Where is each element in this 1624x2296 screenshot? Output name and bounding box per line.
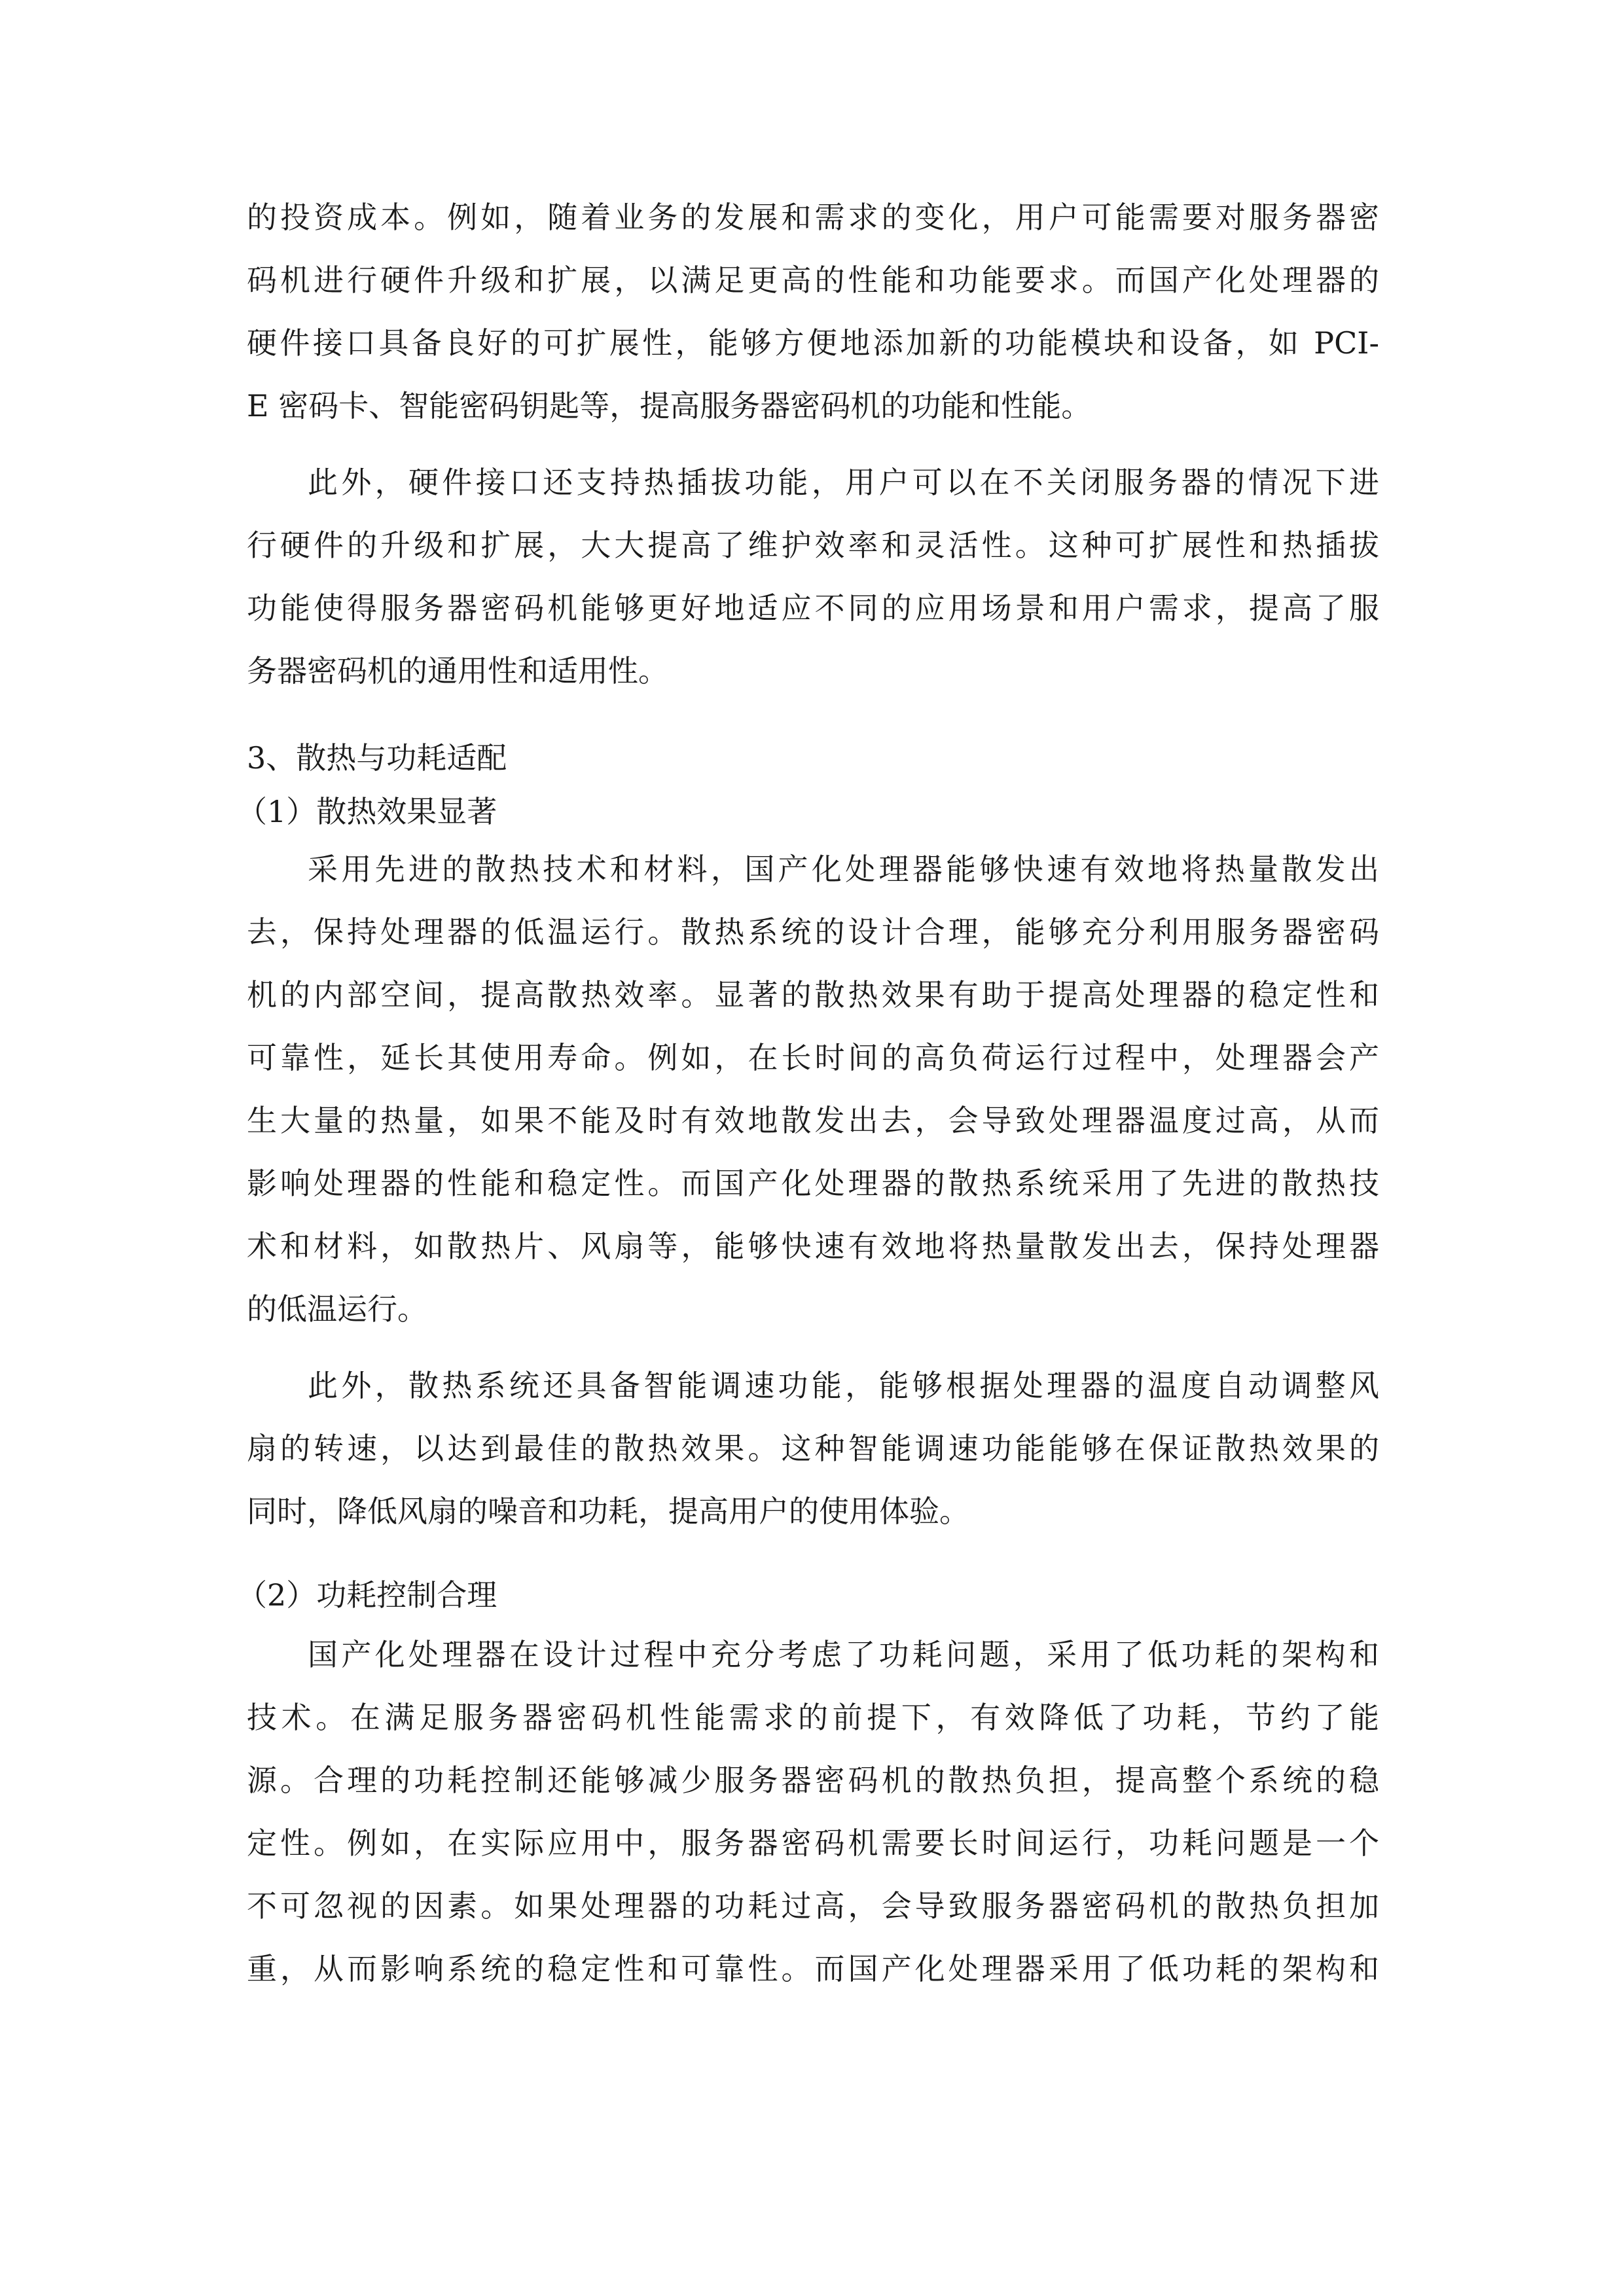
text-line: 扇的转速，以达到最佳的散热效果。这种智能调速功能能够在保证散热效果的 <box>247 1431 1379 1466</box>
text-line: 去，保持处理器的低温运行。散热系统的设计合理，能够充分利用服务器密码 <box>247 914 1379 950</box>
text-line: 机的内部空间，提高散热效率。显著的散热效果有助于提高处理器的稳定性和 <box>247 977 1379 1013</box>
text-line: 务器密码机的通用性和适用性。 <box>247 653 668 689</box>
paragraph-first-line: 国产化处理器在设计过程中充分考虑了功耗问题，采用了低功耗的架构和 <box>308 1637 1379 1672</box>
text-line: 的低温运行。 <box>247 1291 427 1327</box>
paragraph-first-line: 此外，散热系统还具备智能调速功能，能够根据处理器的温度自动调整风 <box>308 1368 1379 1403</box>
text-line: 的投资成本。例如，随着业务的发展和需求的变化，用户可能需要对服务器密 <box>247 200 1379 235</box>
text-line: 源。合理的功耗控制还能够减少服务器密码机的散热负担，提高整个系统的稳 <box>247 1763 1379 1798</box>
text-line: 不可忽视的因素。如果处理器的功耗过高，会导致服务器密码机的散热负担加 <box>247 1888 1379 1924</box>
text-line: 可靠性，延长其使用寿命。例如，在长时间的高负荷运行过程中，处理器会产 <box>247 1040 1379 1075</box>
text-line: 同时，降低风扇的噪音和功耗，提高用户的使用体验。 <box>247 1494 969 1529</box>
text-line: 定性。例如，在实际应用中，服务器密码机需要长时间运行，功耗问题是一个 <box>247 1825 1379 1861</box>
text-line: 技术。在满足服务器密码机性能需求的前提下，有效降低了功耗，节约了能 <box>247 1700 1379 1735</box>
text-line: 码机进行硬件升级和扩展，以满足更高的性能和功能要求。而国产化处理器的 <box>247 262 1379 298</box>
subsection-heading: （1）散热效果显著 <box>237 794 497 829</box>
paragraph-first-line: 此外，硬件接口还支持热插拔功能，用户可以在不关闭服务器的情况下进 <box>308 465 1379 500</box>
text-line: 生大量的热量，如果不能及时有效地散发出去，会导致处理器温度过高，从而 <box>247 1103 1379 1138</box>
section-heading: 3、散热与功耗适配 <box>247 740 507 776</box>
text-line: 硬件接口具备良好的可扩展性，能够方便地添加新的功能模块和设备，如 PCI- <box>247 325 1379 361</box>
text-line: 术和材料，如散热片、风扇等，能够快速有效地将热量散发出去，保持处理器 <box>247 1229 1379 1264</box>
text-line: 重，从而影响系统的稳定性和可靠性。而国产化处理器采用了低功耗的架构和 <box>247 1951 1379 1986</box>
text-line: E 密码卡、智能密码钥匙等，提高服务器密码机的功能和性能。 <box>247 388 1092 423</box>
text-line: 功能使得服务器密码机能够更好地适应不同的应用场景和用户需求，提高了服 <box>247 590 1379 626</box>
text-line: 行硬件的升级和扩展，大大提高了维护效率和灵活性。这种可扩展性和热插拔 <box>247 528 1379 563</box>
paragraph-first-line: 采用先进的散热技术和材料，国产化处理器能够快速有效地将热量散发出 <box>308 852 1379 887</box>
subsection-heading: （2）功耗控制合理 <box>237 1577 497 1613</box>
text-line: 影响处理器的性能和稳定性。而国产化处理器的散热系统采用了先进的散热技 <box>247 1166 1379 1201</box>
